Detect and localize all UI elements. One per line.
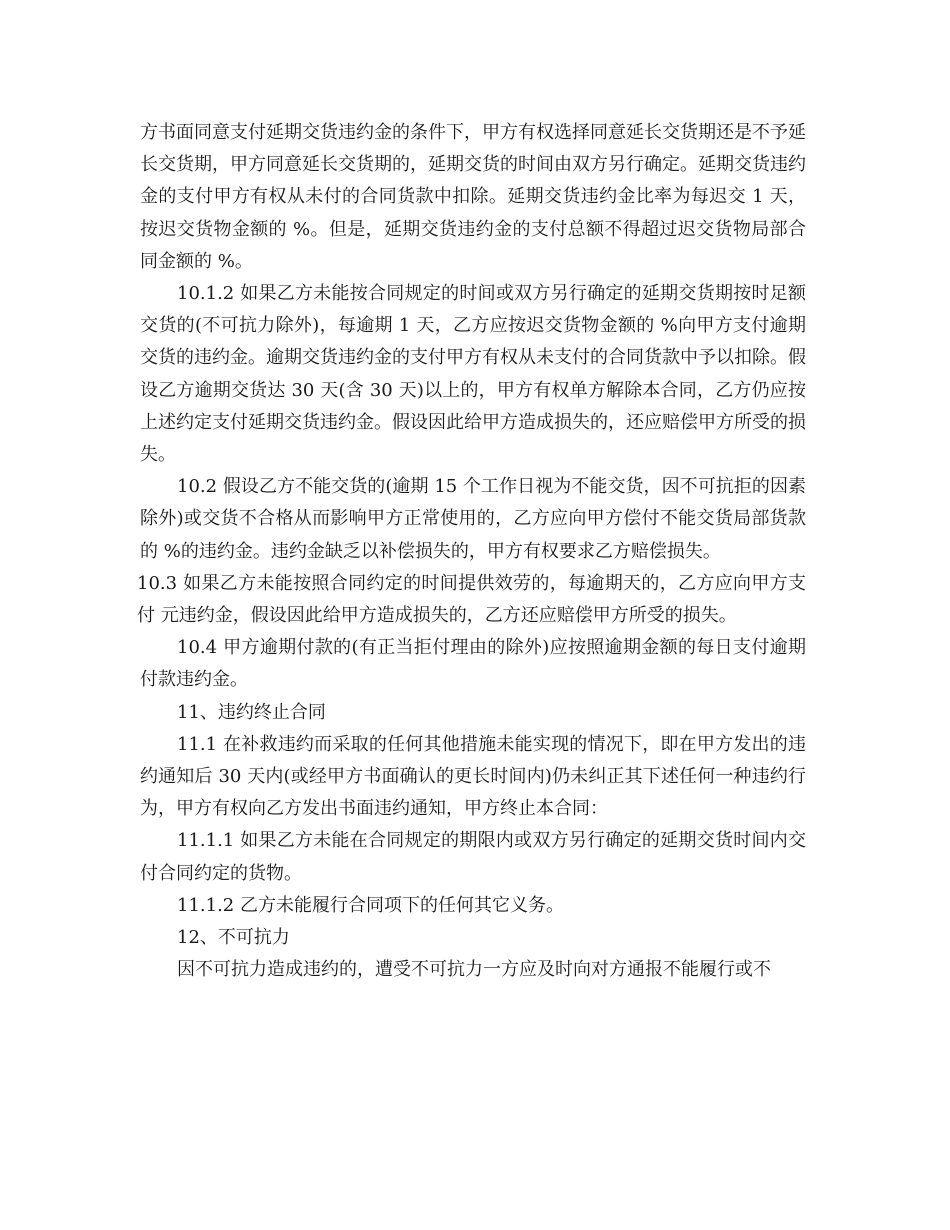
- paragraph-clause-10-2: 10.2 假设乙方不能交货的(逾期 15 个工作日视为不能交货，因不可抗拒的因素除外)或交货不合格从而影响甲方正常使用的，乙方应向甲方偿付不能交货局部货款的 %的违约金。违约金缺乏以补偿损失的，甲方有权要求乙方赔偿损失。: [140, 476, 806, 562]
- paragraph-clause-11-1: 11.1 在补救违约而采取的任何其他措施未能实现的情况下，即在甲方发出的违约通知后 30 天内(或经甲方书面确认的更长时间内)仍未纠正其下述任何一种违约行为，甲方有权向乙方发出书面违约通知，甲方终止本合同：: [140, 733, 806, 820]
- paragraph-clause-12-body: 因不可抗力造成违约的，遭受不可抗力一方应及时向对方通报不能履行或不: [177, 959, 771, 981]
- paragraph-clause-10-4: 10.4 甲方逾期付款的(有正当拒付理由的除外)应按照逾期金额的每日支付逾期付款违约金。: [140, 637, 806, 691]
- paragraph-clause-10-3: 10.3 如果乙方未能按照合同约定的时间提供效劳的，每逾期天的，乙方应向甲方支付 元违约金，假设因此给甲方造成损失的，乙方还应赔偿甲方所受的损失。: [137, 572, 806, 627]
- document-body: [137, 117, 806, 986]
- paragraph-clause-11-1-2: 11.1.2 乙方未能履行合同项下的任何其它义务。: [177, 894, 564, 916]
- section-heading-12: 12、不可抗力: [177, 927, 290, 949]
- section-heading-11: 11、违约终止合同: [177, 701, 326, 723]
- paragraph-clause-11-1-1: 11.1.1 如果乙方未能在合同规定的期限内或双方另行确定的延期交货时间内交付合同约定的货物。: [140, 830, 806, 884]
- paragraph-clause-10-1-2: 10.1.2 如果乙方未能按合同规定的时间或双方另行确定的延期交货期按时足额交货的(不可抗力除外)，每逾期 1 天，乙方应按迟交货物金额的 %向甲方支付逾期交货的违约金。逾期交货违约金的支付甲方有权从未支付的合同货款中予以扣除。假设乙方逾期交货达 30 天(含 30 天)以上的，甲方有权单方解除本合同，乙方仍应按上述约定支付延期交货违约金。假设因此给甲方造成损失的，还应赔偿甲方所受的损失。: [140, 283, 806, 466]
- paragraph-clause-10-1-1-continued: 方书面同意支付延期交货违约金的条件下，甲方有权选择同意延长交货期还是不予延长交货期，甲方同意延长交货期的，延期交货的时间由双方另行确定。延期交货违约金的支付甲方有权从未付的合同货款中扣除。延期交货违约金比率为每迟交 1 天，按迟交货物金额的 %。但是，延期交货违约金的支付总额不得超过迟交货物局部合同金额的 %。: [140, 122, 806, 272]
